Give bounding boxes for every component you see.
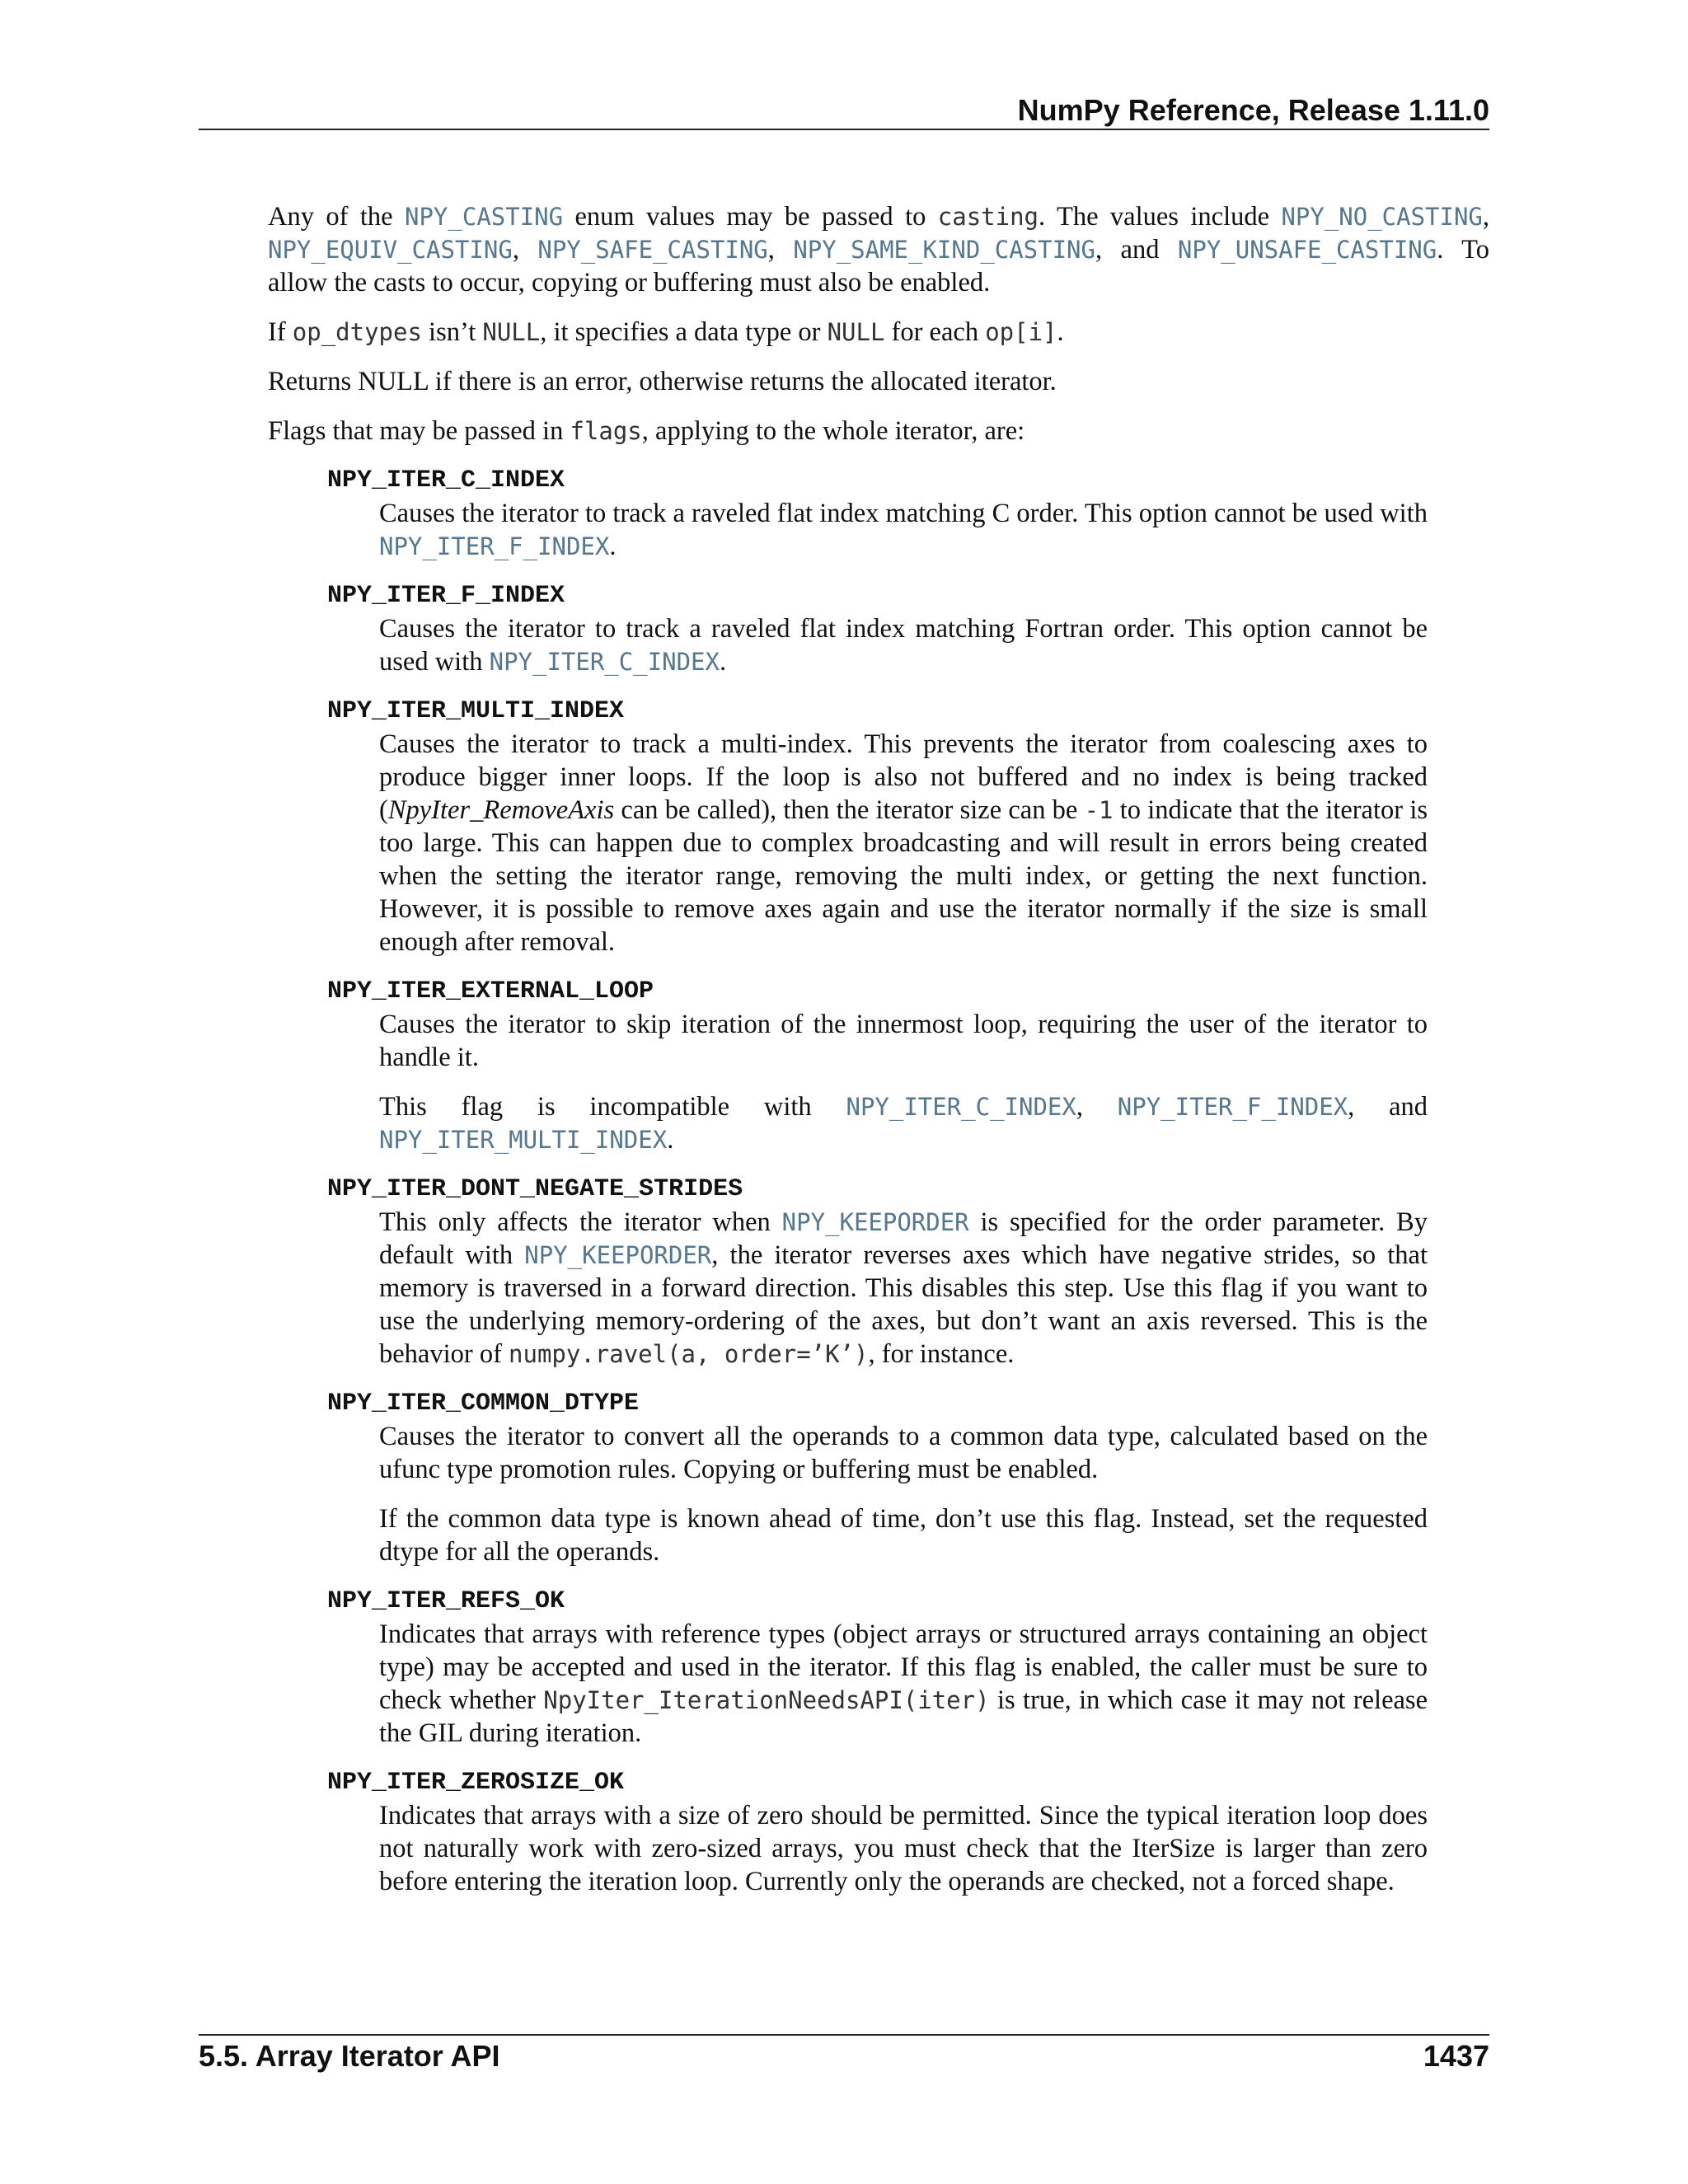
running-footer: [199, 2034, 1489, 2072]
flag-desc-common-dtype: Causes the iterator to convert all the operands to a common data type, calculated based on the ufunc type promotion rules. Copying or buffering must be enabled. If the common data type is known ahead of time, don’t use this flag. Instead, set the requested dtype for all the operands.: [379, 1422, 1428, 1567]
op-dtypes-paragraph: If op_dtypes isn’t NULL, it specifies a data type or NULL for each op[i].: [268, 317, 1064, 347]
flag-desc-multi-index: Causes the iterator to track a multi-index. This prevents the iterator from coalescing axes to produce bigger inner loops. If the loop is also not buffered and no index is being tracked (NpyIter_RemoveAxis can be called), then the iterator size can be -1 to indicate that the iterator is too large. This can happen due to complex broadcasting and will result in errors being created when the setting the iterator range, removing the multi index, or getting the next function. However, it is possible to remove axes again and use the iterator normally if the size is small enough after removal.: [379, 729, 1428, 957]
npy-iter-c-index-link[interactable]: NPY_ITER_C_INDEX: [846, 1093, 1076, 1121]
flag-desc-refs-ok: Indicates that arrays with reference types (object arrays or structured arrays containing an object type) may be accepted and used in the iterator. If this flag is enabled, the caller must be sure to check whether NpyIter_IterationNeedsAPI(iter) is true, in which case it may not release the GIL during iteration.: [379, 1619, 1428, 1748]
flag-desc-f-index: Causes the iterator to track a raveled flat index matching Fortran order. This option cannot be used with NPY_ITER_C_INDEX.: [379, 614, 1428, 677]
flag-list: [327, 464, 1489, 1898]
flag-name-refs-ok: NPY_ITER_REFS_OK: [327, 1587, 565, 1615]
casting-paragraph: Any of the NPY_CASTING enum values may be passed to casting. The values include NPY_NO_CASTING, NPY_EQUIV_CASTING, NPY_SAFE_CASTING, NPY_SAME_KIND_CASTING, and NPY_UNSAFE_CASTING. To allow the casts to occur, copying or buffering must also be enabled.: [268, 202, 1490, 298]
npy-no-casting-link[interactable]: NPY_NO_CASTING: [1281, 203, 1483, 231]
npy-keeporder-link[interactable]: NPY_KEEPORDER: [524, 1241, 712, 1269]
returns-paragraph: Returns NULL if there is an error, otherwise returns the allocated iterator.: [268, 367, 1057, 396]
flag-name-external-loop: NPY_ITER_EXTERNAL_LOOP: [327, 977, 654, 1005]
npy-keeporder-link[interactable]: NPY_KEEPORDER: [781, 1208, 969, 1236]
flag-name-dont-negate-strides: NPY_ITER_DONT_NEGATE_STRIDES: [327, 1175, 743, 1203]
npy-iter-c-index-link[interactable]: NPY_ITER_C_INDEX: [489, 648, 720, 676]
flag-name-zerosize-ok: NPY_ITER_ZEROSIZE_OK: [327, 1769, 625, 1797]
npy-casting-link[interactable]: NPY_CASTING: [405, 203, 564, 231]
page-body: [268, 200, 1489, 1915]
flag-desc-external-loop: Causes the iterator to skip iteration of the innermost loop, requiring the user of the iterator to handle it. This flag is incompatible with NPY_ITER_C_INDEX, NPY_ITER_F_INDEX, and NPY_ITER_MULTI_INDEX.: [379, 1010, 1428, 1155]
flag-name-c-index: NPY_ITER_C_INDEX: [327, 466, 565, 494]
npy-iter-f-index-link[interactable]: NPY_ITER_F_INDEX: [379, 532, 610, 560]
casting-code: casting: [937, 203, 1039, 231]
npy-same-kind-casting-link[interactable]: NPY_SAME_KIND_CASTING: [793, 236, 1095, 264]
flag-desc-zerosize-ok: Indicates that arrays with a size of zero should be permitted. Since the typical iteration loop does not naturally work with zero-sized arrays, you must check that the IterSize is larger than zero before entering the iteration loop. Currently only the operands are checked, not a forced shape.: [379, 1801, 1428, 1896]
flag-name-common-dtype: NPY_ITER_COMMON_DTYPE: [327, 1390, 640, 1418]
running-header: NumPy Reference, Release 1.11.0: [199, 92, 1489, 130]
flag-desc-c-index: Causes the iterator to track a raveled flat index matching C order. This option cannot be used with NPY_ITER_F_INDEX.: [379, 499, 1428, 561]
flag-name-multi-index: NPY_ITER_MULTI_INDEX: [327, 697, 625, 725]
npy-iter-f-index-link[interactable]: NPY_ITER_F_INDEX: [1117, 1093, 1348, 1121]
npy-iter-multi-index-link[interactable]: NPY_ITER_MULTI_INDEX: [379, 1126, 668, 1154]
page-number: 1437: [1423, 2039, 1489, 2073]
npy-equiv-casting-link[interactable]: NPY_EQUIV_CASTING: [268, 236, 513, 264]
npy-safe-casting-link[interactable]: NPY_SAFE_CASTING: [537, 236, 768, 264]
npy-unsafe-casting-link[interactable]: NPY_UNSAFE_CASTING: [1177, 236, 1437, 264]
flag-desc-dont-negate-strides: This only affects the iterator when NPY_KEEPORDER is specified for the order parameter. By default with NPY_KEEPORDER, the iterator reverses axes which have negative strides, so that memory is traversed in a forward direction. This disables this step. Use this flag if you want to use the underlying memory-ordering of the axes, but don’t want an axis reversed. This is the behavior of numpy.ravel(a, order=’K’), for instance.: [379, 1207, 1428, 1369]
section-title: 5.5. Array Iterator API: [199, 2039, 500, 2073]
flag-name-f-index: NPY_ITER_F_INDEX: [327, 582, 565, 610]
flags-intro-paragraph: Flags that may be passed in flags, applying to the whole iterator, are:: [268, 416, 1025, 446]
